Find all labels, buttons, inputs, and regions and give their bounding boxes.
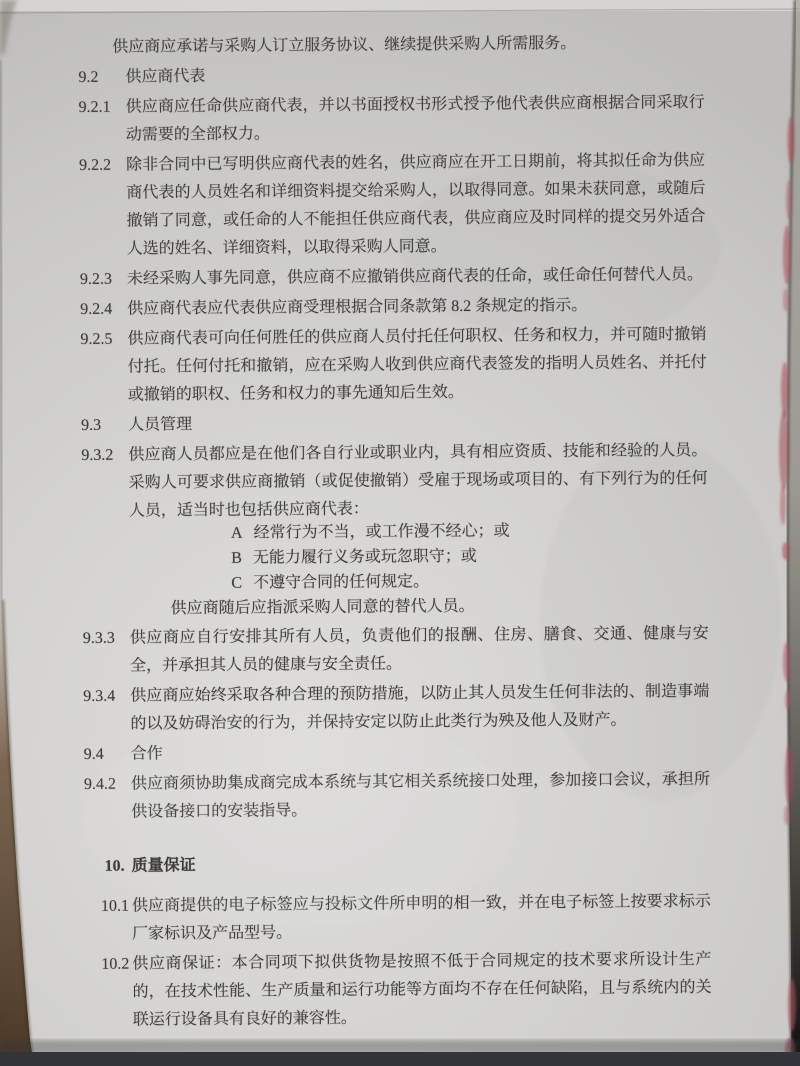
conduct-item-text: 无能力履行义务或玩忽职守；或 bbox=[252, 547, 477, 567]
clause-number bbox=[74, 34, 112, 62]
clause-row-9-2-5 bbox=[76, 321, 707, 410]
conduct-list-note: 供应商随后应指派采购人同意的替代人员。 bbox=[170, 597, 475, 618]
clause-text: 供应商代表可向任何胜任的供应商人员付托任何职权、任务和权力，并可随时撤销付托。任何付托和撤销，应在采购人收到供应商代表签发的指明人员姓名、并托付或撤销的职权、任务和权力的事先通知后生效。 bbox=[127, 326, 707, 404]
clause-row-9-2 bbox=[74, 59, 704, 92]
clause-row-10-1 bbox=[81, 888, 711, 949]
clause-text: 供应商人员都应是在他们各自行业或职业内，具有相应资质、技能和经验的人员。采购人可要求供应商撤销（或促使撤销）受雇于现场或项目的、有下列行为的任何人员，适当时也包括供应商代表： bbox=[128, 442, 708, 520]
section-10-heading bbox=[80, 848, 710, 881]
clause-text: 供应商提供的电子标签应与投标文件所申明的相一致，并在电子标签上按要求标示厂家标识及产品型号。 bbox=[131, 893, 711, 943]
clause-number: 10.1 bbox=[100, 897, 129, 915]
clause-number: 9.2.2 bbox=[79, 156, 112, 174]
clause-row-9-3-3 bbox=[79, 620, 709, 681]
section-title: 质量保证 bbox=[131, 857, 196, 875]
clause-row-9-2-2 bbox=[75, 147, 706, 264]
conduct-item-text: 经常行为不当，或工作漫不经心；或 bbox=[253, 522, 510, 542]
conduct-item-text: 不遵守合同的任何规定。 bbox=[252, 573, 430, 592]
clause-row-9-3-2 bbox=[77, 437, 708, 526]
clause-text: 供应商须协助集成商完成本系统与其它相关系统接口处理，参加接口会议，承担所供设备接口的安装指导。 bbox=[130, 771, 711, 821]
clause-row-10-2 bbox=[81, 946, 712, 1035]
clause-number: 9.4 bbox=[83, 745, 104, 763]
clause-text: 供应商代表应代表供应商受理根据合同条款第 8.2 条规定的指示。 bbox=[127, 296, 588, 318]
clause-row-intro bbox=[74, 29, 704, 62]
clause-text: 供应商应自行安排其所有人员，负责他们的报酬、住房、膳食、交通、健康与安全，并承担其人员的健康与安全责任。 bbox=[129, 625, 709, 675]
conduct-item-letter: A bbox=[230, 524, 243, 542]
clause-number: 9.3.4 bbox=[83, 687, 116, 705]
clause-heading-text: 人员管理 bbox=[128, 416, 193, 434]
clause-text: 供应商应始终采取各种合理的预防措施，以防止其人员发生任何非法的、制造事端的以及妨碍治安的行为，并保持安定以防止此类行为殃及他人及财产。 bbox=[130, 683, 710, 733]
clause-number: 9.2.1 bbox=[78, 98, 111, 116]
clause-number: 9.3 bbox=[81, 416, 102, 434]
clause-number: 9.3.3 bbox=[82, 629, 115, 647]
clause-number: 9.4.2 bbox=[83, 775, 117, 793]
conduct-list bbox=[78, 517, 709, 623]
clause-text: 供应商保证：本合同项下拟供货物是按照不低于合同规定的技术要求所设计生产的，在技术性能、生产质量和运行功能等方面均不存在任何缺陷，且与系统内的关联运行设备具有良好的兼容性。 bbox=[132, 951, 712, 1029]
clause-text: 除非合同中已写明供应商代表的姓名，供应商应在开工日期前，将其拟任命为供应商代表的人员姓名和详细资料提交给采购人，以取得同意。如果未获同意，或随后撤销了同意，或任命的人不能担任供应商代表，供应商应及时同样的提交另外适合人选的姓名、详细资料，以取得采购人同意。 bbox=[126, 152, 706, 258]
clause-row-9-2-3 bbox=[76, 261, 706, 294]
clause-row-9-2-1 bbox=[75, 89, 705, 150]
clause-number: 9.2.4 bbox=[80, 300, 113, 318]
clause-text: 供应商应任命供应商代表，并以书面授权书形式授予他代表供应商根据合同采取行动需要的全部权力。 bbox=[125, 94, 705, 144]
clause-number: 9.2.5 bbox=[80, 330, 113, 348]
clause-row-9-4 bbox=[80, 736, 710, 769]
section-number: 10. bbox=[104, 857, 125, 875]
conduct-item-letter: B bbox=[231, 549, 242, 567]
conduct-item-letter: C bbox=[231, 574, 243, 592]
clause-row-9-3-4 bbox=[79, 678, 709, 739]
clause-number: 9.2 bbox=[78, 68, 99, 86]
clause-text: 未经采购人事先同意，供应商不应撤销供应商代表的任命，或任命任何替代人员。 bbox=[126, 266, 704, 288]
clause-row-9-2-4 bbox=[76, 291, 706, 324]
clause-number: 10.2 bbox=[101, 955, 130, 973]
clause-row-9-3 bbox=[77, 407, 707, 440]
clause-number: 9.2.3 bbox=[79, 270, 113, 288]
clause-heading-text: 合作 bbox=[130, 745, 163, 763]
clause-number: 9.3.2 bbox=[81, 446, 114, 464]
clause-row-9-4-2 bbox=[80, 766, 710, 827]
clause-heading-text: 供应商代表 bbox=[125, 67, 206, 86]
clause-text: 供应商应承诺与采购人订立服务协议、继续提供采购人所需服务。 bbox=[112, 35, 577, 56]
document-text bbox=[74, 21, 712, 1037]
